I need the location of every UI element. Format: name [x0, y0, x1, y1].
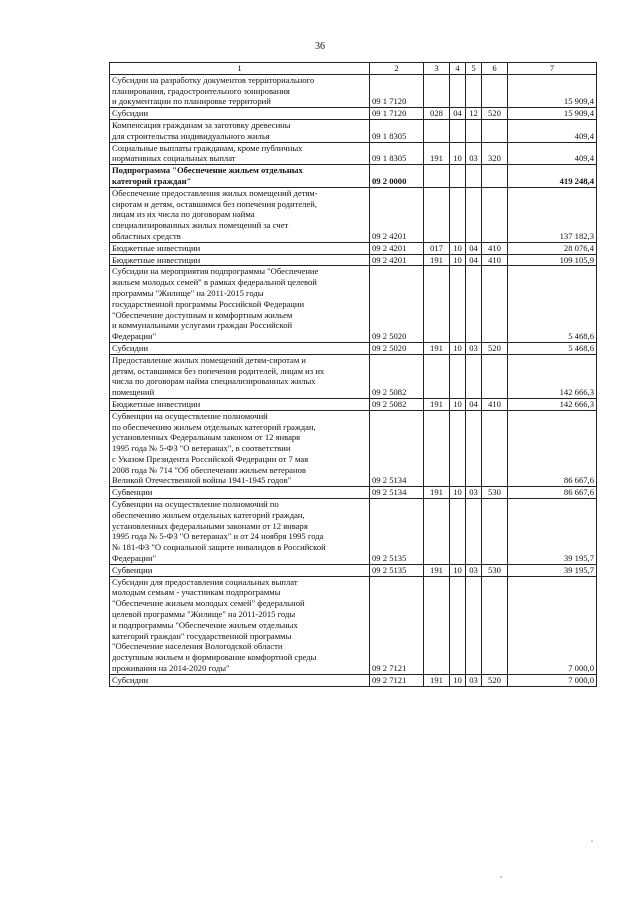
row-name	[110, 242, 370, 254]
row-name-line: 1995 года № 5-ФЗ "О ветеранах", в соответствии	[112, 443, 291, 454]
row-name-line: Субвенции на осуществление полномочий по	[112, 499, 279, 510]
row-amount: 419 248,4	[508, 165, 597, 188]
row-col6: 410	[482, 398, 508, 410]
row-col4: 04	[450, 108, 466, 120]
row-col5	[466, 187, 482, 242]
table-row	[110, 674, 597, 686]
row-name-line: Великой Отечественной войны 1941-1945 годов"	[112, 475, 292, 486]
row-name-line: программы "Жилище" на 2011-2015 годы	[112, 287, 264, 298]
row-amount: 409,4	[508, 119, 597, 142]
row-name	[110, 74, 370, 107]
row-col6	[482, 165, 508, 188]
row-col5: 03	[466, 342, 482, 354]
row-code: 09 2 5135	[370, 564, 424, 576]
row-name-line: с Указом Президента Российской Федерации от 7 мая	[112, 453, 309, 464]
row-col4: 10	[450, 254, 466, 266]
row-col4	[450, 187, 466, 242]
table-body	[110, 74, 597, 686]
row-name	[110, 165, 370, 188]
row-col6: 520	[482, 342, 508, 354]
row-col3	[424, 74, 450, 107]
row-amount: 109 105,9	[508, 254, 597, 266]
row-code: 09 1 8305	[370, 119, 424, 142]
row-col3	[424, 499, 450, 565]
row-amount: 15 909,4	[508, 108, 597, 120]
row-name-line: жильем молодых семей" в рамках федеральной целевой	[112, 277, 317, 288]
row-code: 09 2 5020	[370, 342, 424, 354]
table-row	[110, 242, 597, 254]
row-name-line: Субсидии	[112, 108, 149, 119]
row-code: 09 2 4201	[370, 254, 424, 266]
row-col4	[450, 499, 466, 565]
row-col6	[482, 410, 508, 487]
row-col5	[466, 165, 482, 188]
table-row	[110, 266, 597, 343]
row-name-line: и подпрограммы "Обеспечение жильем отдельных	[112, 619, 298, 630]
row-name-line: нормативных социальных выплат	[112, 153, 236, 164]
row-name-line: категорий граждан"	[112, 175, 192, 186]
row-col5: 04	[466, 398, 482, 410]
row-col4	[450, 119, 466, 142]
row-name-line: Субвенции	[112, 487, 153, 498]
row-col5: 03	[466, 674, 482, 686]
row-code: 09 1 8305	[370, 142, 424, 165]
row-col5	[466, 410, 482, 487]
row-name-line: категорий граждан" государственной программы	[112, 630, 292, 641]
row-code: 09 2 7121	[370, 576, 424, 674]
row-name-line: № 181-ФЗ "О социальной защите инвалидов в Российской	[112, 542, 326, 553]
row-name-line: 1995 года № 5-ФЗ "О ветеранах" и от 24 ноября 1995 года	[112, 531, 324, 542]
row-col3	[424, 410, 450, 487]
row-code: 09 2 4201	[370, 242, 424, 254]
row-code: 09 2 5020	[370, 266, 424, 343]
row-col6	[482, 354, 508, 398]
header-cell: 2	[370, 63, 424, 75]
row-col6	[482, 119, 508, 142]
row-col5: 03	[466, 564, 482, 576]
row-name-line: Подпрограмма "Обеспечение жильем отдельных	[112, 165, 303, 176]
row-name-line: помещений	[112, 387, 155, 398]
row-amount: 5 468,6	[508, 266, 597, 343]
row-col3	[424, 165, 450, 188]
row-col3: 191	[424, 342, 450, 354]
row-col6: 410	[482, 242, 508, 254]
row-name-line: сиротам и детям, оставшимся без попечения родителей,	[112, 198, 318, 209]
row-col6: 410	[482, 254, 508, 266]
row-col6: 520	[482, 108, 508, 120]
row-name-line: установленных федеральными законами от 12 января	[112, 520, 308, 531]
row-name-line: планирования, градостроительного зонирования	[112, 85, 290, 96]
table-row	[110, 165, 597, 188]
row-name-line: установленных Федеральным законом от 12 января	[112, 432, 301, 443]
row-col3	[424, 266, 450, 343]
row-name-line: Бюджетные инвестиции	[112, 242, 201, 253]
row-amount: 7 000,0	[508, 674, 597, 686]
row-code: 09 1 7120	[370, 108, 424, 120]
row-amount: 86 667,6	[508, 410, 597, 487]
row-name	[110, 398, 370, 410]
row-name-line: лицам из их числа по договорам найма	[112, 209, 255, 220]
row-col4: 10	[450, 342, 466, 354]
header-cell: 4	[450, 63, 466, 75]
row-col3: 017	[424, 242, 450, 254]
row-code: 09 2 5082	[370, 398, 424, 410]
table-row	[110, 142, 597, 165]
row-name-line: обеспечению жильем отдельных категорий граждан,	[112, 509, 305, 520]
row-col6: 520	[482, 674, 508, 686]
row-col4: 10	[450, 242, 466, 254]
row-name-line: Субсидии для предоставления социальных выплат	[112, 576, 298, 587]
row-col5: 03	[466, 142, 482, 165]
row-name-line: молодым семьям - участникам подпрограммы	[112, 587, 281, 598]
row-col5	[466, 74, 482, 107]
row-col4	[450, 576, 466, 674]
row-name-line: и коммунальными услугами граждан Российской	[112, 320, 293, 331]
row-col4: 10	[450, 398, 466, 410]
row-col6	[482, 266, 508, 343]
row-name	[110, 142, 370, 165]
row-name-line: доступным жильем и формирование комфортной среды	[112, 652, 317, 663]
row-col5	[466, 576, 482, 674]
table-row	[110, 354, 597, 398]
table-row	[110, 576, 597, 674]
row-amount: 86 667,6	[508, 487, 597, 499]
scan-speck	[500, 876, 502, 878]
row-col5	[466, 119, 482, 142]
row-col5: 12	[466, 108, 482, 120]
row-col5	[466, 354, 482, 398]
budget-table	[109, 62, 597, 687]
table-row	[110, 487, 597, 499]
row-name-line: областных средств	[112, 230, 181, 241]
scan-speck	[591, 840, 593, 842]
header-cell: 5	[466, 63, 482, 75]
row-col6: 320	[482, 142, 508, 165]
table-row	[110, 342, 597, 354]
row-col6	[482, 187, 508, 242]
row-col3: 191	[424, 254, 450, 266]
row-name-line: Социальные выплаты гражданам, кроме публичных	[112, 142, 303, 153]
row-name-line: Предоставление жилых помещений детям-сиротам и	[112, 354, 307, 365]
row-name-line: Субсидии на мероприятия подпрограммы "Обеспечение	[112, 266, 319, 277]
row-code: 09 2 0000	[370, 165, 424, 188]
row-amount: 142 666,3	[508, 354, 597, 398]
row-code: 09 2 4201	[370, 187, 424, 242]
row-col3: 191	[424, 487, 450, 499]
row-name	[110, 487, 370, 499]
row-col3: 191	[424, 142, 450, 165]
row-name-line: Бюджетные инвестиции	[112, 254, 201, 265]
row-name-line: числа по договорам найма специализированных жилых	[112, 376, 316, 387]
row-amount: 15 909,4	[508, 74, 597, 107]
row-name-line: государственной программы Российской Федерации	[112, 298, 305, 309]
table-row	[110, 499, 597, 565]
row-col4: 10	[450, 674, 466, 686]
row-amount: 409,4	[508, 142, 597, 165]
row-amount: 28 076,4	[508, 242, 597, 254]
row-name	[110, 119, 370, 142]
row-col4	[450, 266, 466, 343]
row-name	[110, 499, 370, 565]
row-col3: 191	[424, 398, 450, 410]
row-col4	[450, 354, 466, 398]
header-cell: 6	[482, 63, 508, 75]
header-cell: 3	[424, 63, 450, 75]
row-col3: 191	[424, 564, 450, 576]
header-cell: 7	[508, 63, 597, 75]
row-code: 09 2 5134	[370, 410, 424, 487]
table-row	[110, 410, 597, 487]
row-name-line: Субсидии на разработку документов территориального	[112, 74, 315, 85]
row-name-line: Обеспечение предоставления жилых помещений детям-	[112, 187, 318, 198]
row-name	[110, 410, 370, 487]
table-row	[110, 187, 597, 242]
row-code: 09 2 7121	[370, 674, 424, 686]
row-name-line: детям, оставшимся без попечения родителей, лицам из их	[112, 365, 325, 376]
row-amount: 7 000,0	[508, 576, 597, 674]
header-cell: 1	[110, 63, 370, 75]
table-row	[110, 108, 597, 120]
row-col3	[424, 187, 450, 242]
row-name-line: Федерации"	[112, 553, 157, 564]
row-col6	[482, 576, 508, 674]
row-name	[110, 564, 370, 576]
row-col4: 10	[450, 487, 466, 499]
row-amount: 142 666,3	[508, 398, 597, 410]
row-code: 09 2 5134	[370, 487, 424, 499]
row-code: 09 2 5082	[370, 354, 424, 398]
row-amount: 39 195,7	[508, 499, 597, 565]
row-col6	[482, 74, 508, 107]
row-name-line: для строительства индивидуального жилья	[112, 130, 270, 141]
row-name-line: Субсидии	[112, 674, 149, 685]
table-row	[110, 254, 597, 266]
row-col3	[424, 576, 450, 674]
row-name-line: и документации по планировке территорий	[112, 96, 271, 107]
table-row	[110, 564, 597, 576]
row-col5	[466, 499, 482, 565]
header-row	[110, 63, 597, 75]
row-name-line: Федерации"	[112, 331, 157, 342]
row-code: 09 1 7120	[370, 74, 424, 107]
row-col5: 04	[466, 254, 482, 266]
row-name-line: специализированных жилых помещений за счет	[112, 220, 289, 231]
row-col5	[466, 266, 482, 343]
row-name	[110, 187, 370, 242]
row-name	[110, 576, 370, 674]
row-col4	[450, 165, 466, 188]
table-row	[110, 398, 597, 410]
row-name-line: "Обеспечение доступным и комфортным жильем	[112, 309, 293, 320]
row-name-line: Субвенции	[112, 564, 153, 575]
page-number: 36	[315, 41, 325, 52]
row-col4	[450, 74, 466, 107]
row-col6	[482, 499, 508, 565]
row-col5: 04	[466, 242, 482, 254]
row-amount: 137 182,3	[508, 187, 597, 242]
table-row	[110, 74, 597, 107]
row-name-line: "Обеспечение жильем молодых семей" федеральной	[112, 598, 305, 609]
row-col5: 03	[466, 487, 482, 499]
row-name-line: "Обеспечение населения Вологодской области	[112, 641, 283, 652]
row-col4	[450, 410, 466, 487]
row-name-line: 2008 года № 714 "Об обеспечении жильем ветеранов	[112, 464, 306, 475]
row-name	[110, 342, 370, 354]
row-name	[110, 266, 370, 343]
row-amount: 5 468,6	[508, 342, 597, 354]
row-name-line: целевой программы "Жилище" на 2011-2015 годы	[112, 609, 296, 620]
row-code: 09 2 5135	[370, 499, 424, 565]
row-col4: 10	[450, 142, 466, 165]
row-name-line: Субвенции на осуществление полномочий	[112, 410, 268, 421]
row-name-line: Бюджетные инвестиции	[112, 398, 201, 409]
row-col3: 191	[424, 674, 450, 686]
row-name-line: Компенсация гражданам за заготовку древесины	[112, 119, 291, 130]
row-col3	[424, 354, 450, 398]
row-col3: 028	[424, 108, 450, 120]
table-row	[110, 119, 597, 142]
row-col3	[424, 119, 450, 142]
row-name-line: по обеспечению жильем отдельных категорий граждан,	[112, 421, 316, 432]
row-name	[110, 108, 370, 120]
row-name-line: Субсидии	[112, 342, 149, 353]
row-name	[110, 354, 370, 398]
row-col6: 530	[482, 487, 508, 499]
row-col4: 10	[450, 564, 466, 576]
row-name	[110, 254, 370, 266]
row-name-line: проживания на 2014-2020 годы"	[112, 663, 230, 674]
row-name	[110, 674, 370, 686]
row-col6: 530	[482, 564, 508, 576]
row-amount: 39 195,7	[508, 564, 597, 576]
